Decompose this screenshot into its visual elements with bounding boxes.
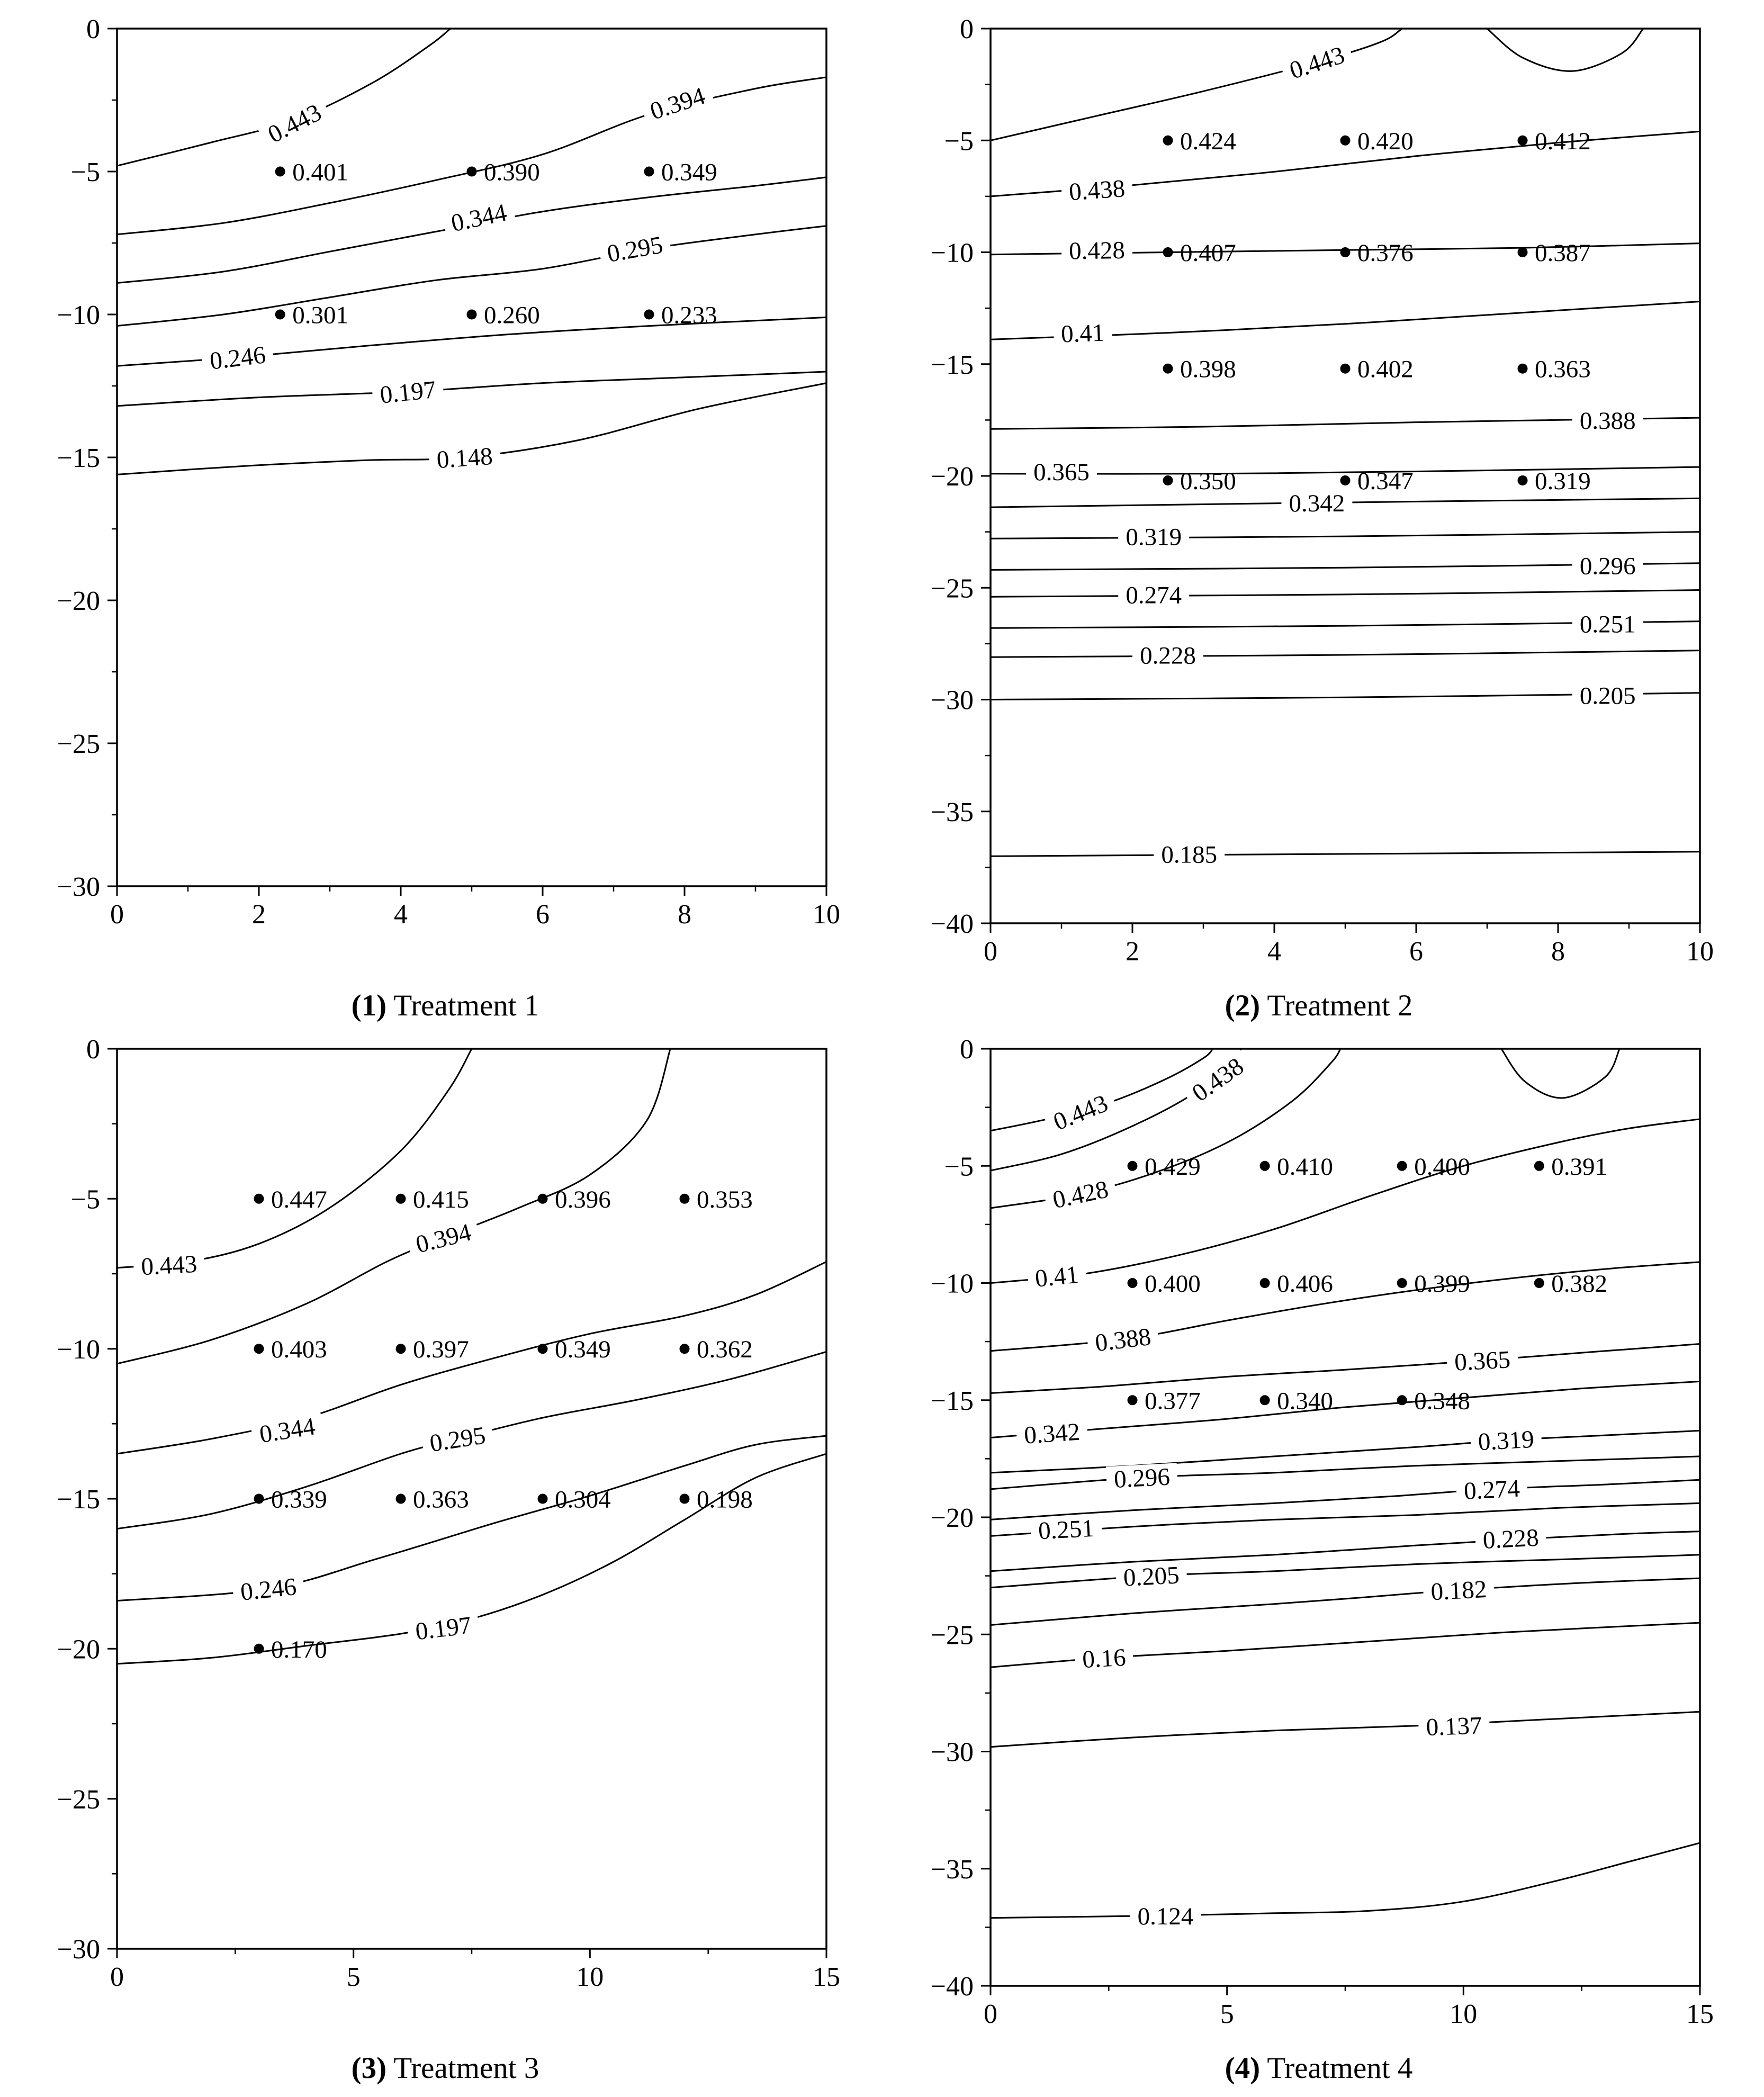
contour-label: [1181, 1048, 1255, 1111]
data-point-label: 0.377: [1145, 1387, 1201, 1415]
data-point-label: 0.429: [1145, 1153, 1201, 1181]
data-point: [1518, 475, 1528, 485]
contour-label: [407, 1610, 480, 1646]
data-point-label: 0.363: [1535, 355, 1591, 383]
y-tick-label: −25: [57, 729, 100, 760]
data-point: [680, 1493, 690, 1504]
y-tick-label: −25: [57, 1784, 100, 1815]
caption-text: Treatment 2: [1267, 989, 1413, 1023]
data-point-label: 0.301: [292, 301, 348, 329]
svg-text:0.394: 0.394: [413, 1218, 474, 1258]
y-tick-label: −20: [930, 1502, 974, 1533]
data-point-label: 0.339: [271, 1485, 327, 1513]
data-point-label: 0.170: [271, 1635, 327, 1663]
y-tick-label: −30: [57, 1934, 100, 1965]
svg-text:0.428: 0.428: [1068, 236, 1126, 265]
contour-label: [1281, 490, 1352, 517]
svg-text:0.124: 0.124: [1137, 1902, 1194, 1930]
contour-label: [1061, 237, 1133, 265]
data-point-label: 0.362: [697, 1335, 753, 1363]
contour-label: [1132, 642, 1203, 669]
y-tick-label: −15: [57, 1484, 100, 1515]
data-point: [275, 310, 285, 320]
contour-label: [428, 442, 501, 474]
data-point: [680, 1193, 690, 1203]
data-point-label: 0.260: [484, 301, 540, 329]
data-point-label: 0.415: [413, 1185, 469, 1213]
caption-number: (3): [351, 2051, 387, 2085]
data-point: [1340, 475, 1351, 485]
contour-label: [250, 1411, 325, 1449]
data-point: [1163, 475, 1173, 485]
svg-text:0.394: 0.394: [646, 82, 709, 125]
x-tick-label: 5: [346, 1961, 361, 1992]
contour-label: [1279, 39, 1355, 87]
x-tick-label: 10: [1450, 1999, 1478, 2029]
contour-label: [1118, 581, 1189, 609]
y-tick-label: −15: [57, 443, 100, 474]
svg-text:0.197: 0.197: [413, 1611, 473, 1645]
contour-label: [1074, 1643, 1134, 1674]
data-point: [1163, 247, 1173, 257]
svg-text:0.438: 0.438: [1068, 175, 1126, 206]
svg-text:0.228: 0.228: [1482, 1524, 1540, 1554]
contour-label: [1446, 1345, 1519, 1376]
data-point-label: 0.353: [697, 1185, 753, 1213]
contour-line-0.274: [991, 590, 1700, 597]
contour-label: [1456, 1474, 1528, 1505]
data-point-label: 0.363: [413, 1485, 469, 1513]
x-tick-label: 8: [678, 899, 691, 930]
contour-line-0.319: [991, 532, 1700, 539]
contour-line-0.197: [117, 372, 826, 406]
svg-text:0.342: 0.342: [1289, 490, 1345, 518]
data-point-label: 0.340: [1277, 1387, 1333, 1415]
y-tick-label: 0: [960, 1034, 974, 1065]
data-point: [396, 1193, 406, 1203]
y-tick-label: −15: [930, 350, 974, 380]
panel-treatment-4: [882, 1035, 1756, 2087]
data-point: [644, 167, 654, 177]
contour-line-0.443: [1487, 29, 1643, 71]
contour-label: [1130, 1902, 1201, 1930]
data-point: [1518, 364, 1528, 374]
y-tick-label: −20: [57, 1634, 100, 1664]
data-point: [1534, 1278, 1544, 1288]
data-point-label: 0.233: [661, 301, 717, 329]
svg-text:0.296: 0.296: [1579, 552, 1636, 580]
contour-label: [1118, 524, 1189, 551]
contour-line-0.438: [1501, 1049, 1619, 1098]
y-tick-label: −30: [930, 1737, 974, 1768]
y-tick-label: 0: [960, 15, 974, 45]
svg-text:0.295: 0.295: [605, 231, 665, 268]
svg-text:0.251: 0.251: [1037, 1514, 1095, 1545]
contour-label: [232, 1572, 305, 1607]
panel-treatment-3: [8, 1035, 882, 2087]
data-point-label: 0.406: [1277, 1270, 1333, 1298]
x-tick-label: 0: [110, 899, 124, 930]
contour-plot-treatment-2: [901, 15, 1737, 983]
data-point: [1260, 1395, 1270, 1405]
x-tick-label: 15: [813, 1961, 840, 1992]
contour-label: [201, 340, 274, 376]
contour-label: [133, 1249, 205, 1281]
data-point: [538, 1344, 548, 1354]
svg-text:0.274: 0.274: [1126, 581, 1182, 609]
svg-text:0.443: 0.443: [1286, 41, 1348, 85]
data-point-label: 0.407: [1180, 239, 1236, 267]
data-point: [1163, 364, 1173, 374]
y-tick-label: −5: [944, 126, 974, 157]
contour-line-0.185: [991, 852, 1700, 857]
y-tick-label: −10: [930, 1268, 974, 1299]
data-point-label: 0.348: [1414, 1387, 1470, 1415]
svg-text:0.388: 0.388: [1579, 407, 1636, 435]
contour-label: [1030, 1514, 1103, 1545]
svg-text:0.344: 0.344: [257, 1412, 318, 1448]
svg-text:0.197: 0.197: [379, 375, 437, 409]
data-point: [396, 1344, 406, 1354]
data-point-label: 0.400: [1414, 1153, 1470, 1181]
y-tick-label: −5: [70, 1184, 100, 1214]
svg-text:0.365: 0.365: [1454, 1345, 1511, 1376]
y-tick-label: −30: [930, 685, 974, 716]
svg-text:0.443: 0.443: [140, 1250, 198, 1281]
y-tick-label: −35: [930, 797, 974, 827]
svg-text:0.388: 0.388: [1093, 1322, 1153, 1357]
y-tick-label: −30: [57, 872, 100, 903]
contour-plot-treatment-4: [901, 1035, 1737, 2045]
data-point: [1518, 247, 1528, 257]
x-tick-label: 5: [1220, 1999, 1234, 2029]
x-tick-label: 2: [1126, 937, 1139, 967]
svg-text:0.296: 0.296: [1113, 1463, 1171, 1493]
contour-label: [442, 197, 517, 239]
data-point: [1128, 1395, 1138, 1405]
y-tick-label: −35: [930, 1854, 974, 1885]
data-point: [1128, 1278, 1138, 1288]
x-tick-label: 4: [1267, 937, 1281, 967]
y-tick-label: −10: [930, 238, 974, 268]
data-point: [1397, 1160, 1407, 1171]
data-point: [275, 167, 285, 177]
contour-label: [1572, 682, 1643, 709]
contour-line-0.319: [991, 1430, 1700, 1473]
contour-label: [1106, 1462, 1178, 1493]
contour-label: [420, 1420, 494, 1458]
contour-label: [1053, 319, 1112, 348]
panel-treatment-1: [8, 15, 882, 1024]
data-point-label: 0.347: [1357, 467, 1414, 495]
contour-label: [1572, 610, 1643, 638]
data-point: [254, 1643, 264, 1653]
y-tick-label: −20: [930, 462, 974, 492]
contour-label: [1423, 1575, 1495, 1606]
data-point: [1340, 247, 1351, 257]
panel-caption: [1225, 2046, 1413, 2086]
contour-line-0.182: [991, 1578, 1700, 1625]
y-tick-label: −25: [930, 1620, 974, 1650]
caption-text: Treatment 1: [393, 989, 539, 1023]
contour-line-0.137: [991, 1712, 1700, 1747]
data-point: [1340, 136, 1351, 146]
svg-text:0.137: 0.137: [1425, 1711, 1483, 1741]
data-point-label: 0.350: [1180, 467, 1236, 495]
contour-label: [1475, 1523, 1547, 1554]
svg-text:0.319: 0.319: [1477, 1425, 1535, 1456]
y-tick-label: −15: [930, 1385, 974, 1416]
data-point-label: 0.420: [1357, 127, 1414, 155]
x-tick-label: 8: [1551, 937, 1565, 967]
svg-text:0.41: 0.41: [1033, 1260, 1080, 1293]
svg-text:0.251: 0.251: [1579, 610, 1636, 638]
data-point-label: 0.349: [661, 158, 717, 186]
data-point: [538, 1493, 548, 1504]
x-tick-label: 0: [110, 1961, 124, 1992]
contour-plot-treatment-1: [27, 15, 863, 946]
data-point: [467, 167, 477, 177]
y-tick-label: −5: [944, 1151, 974, 1182]
contour-label: [1086, 1322, 1160, 1358]
svg-text:0.274: 0.274: [1463, 1474, 1521, 1505]
data-point-label: 0.382: [1551, 1270, 1608, 1298]
data-point: [254, 1493, 264, 1504]
svg-text:0.443: 0.443: [263, 98, 326, 149]
data-point: [644, 310, 654, 320]
data-point: [254, 1193, 264, 1203]
data-point: [1260, 1160, 1270, 1171]
panel-treatment-2: [882, 15, 1756, 1024]
svg-text:0.16: 0.16: [1082, 1643, 1127, 1673]
data-point-label: 0.403: [271, 1335, 327, 1363]
caption-number: (1): [351, 989, 387, 1023]
svg-text:0.428: 0.428: [1050, 1175, 1111, 1214]
contour-label: [1115, 1561, 1188, 1592]
data-point-label: 0.401: [292, 158, 348, 186]
contour-label: [1154, 841, 1225, 868]
data-point: [1163, 136, 1173, 146]
x-tick-label: 6: [1409, 937, 1423, 967]
svg-text:0.246: 0.246: [208, 341, 267, 375]
contour-line-0.274: [991, 1480, 1700, 1519]
x-tick-label: 0: [984, 1999, 997, 2029]
svg-text:0.228: 0.228: [1140, 642, 1196, 670]
svg-text:0.205: 0.205: [1579, 682, 1636, 710]
x-tick-label: 10: [576, 1961, 604, 1992]
contour-line-0.342: [991, 1381, 1700, 1437]
contour-label: [1027, 1260, 1087, 1293]
data-point: [1260, 1278, 1270, 1288]
y-tick-label: −20: [57, 586, 100, 617]
data-point-label: 0.376: [1357, 239, 1414, 267]
svg-text:0.295: 0.295: [428, 1421, 488, 1457]
data-point: [1397, 1395, 1407, 1405]
data-point-label: 0.412: [1535, 127, 1591, 155]
y-tick-label: −25: [930, 573, 974, 604]
data-point-label: 0.198: [697, 1485, 753, 1513]
contour-line-0.443: [117, 29, 451, 166]
contour-label: [1016, 1417, 1088, 1450]
svg-text:0.344: 0.344: [448, 199, 509, 238]
data-point-label: 0.390: [484, 158, 540, 186]
x-tick-label: 4: [394, 899, 408, 930]
contour-label: [640, 79, 716, 128]
contour-label: [1060, 174, 1133, 206]
caption-number: (4): [1225, 2051, 1261, 2085]
data-point: [1397, 1278, 1407, 1288]
svg-text:0.319: 0.319: [1126, 523, 1182, 551]
data-point-label: 0.410: [1277, 1153, 1333, 1181]
panel-caption: [1225, 984, 1413, 1024]
y-tick-label: 0: [86, 15, 100, 45]
svg-text:0.148: 0.148: [436, 442, 494, 474]
contour-label: [371, 375, 445, 410]
data-point: [1340, 364, 1351, 374]
data-point-label: 0.424: [1180, 127, 1236, 155]
contour-label: [1572, 552, 1643, 580]
data-point-label: 0.391: [1551, 1153, 1608, 1181]
data-point-label: 0.387: [1535, 239, 1591, 267]
caption-text: Treatment 4: [1267, 2051, 1413, 2085]
x-tick-label: 10: [813, 899, 840, 930]
contour-label: [1418, 1711, 1490, 1741]
panel-caption: [352, 2046, 539, 2086]
y-tick-label: 0: [86, 1034, 100, 1065]
data-point-label: 0.398: [1180, 355, 1236, 383]
svg-text:0.182: 0.182: [1430, 1575, 1488, 1606]
caption-number: (2): [1225, 989, 1261, 1023]
contour-line-0.228: [991, 651, 1700, 658]
svg-text:0.185: 0.185: [1161, 841, 1218, 869]
data-point-label: 0.400: [1145, 1270, 1201, 1298]
data-point-label: 0.402: [1357, 355, 1414, 383]
data-point: [1534, 1160, 1544, 1171]
data-point-label: 0.349: [555, 1335, 611, 1363]
contour-line-0.246: [117, 1436, 826, 1601]
data-point-label: 0.399: [1414, 1270, 1470, 1298]
y-tick-label: −40: [930, 1971, 974, 2002]
svg-text:0.246: 0.246: [239, 1572, 298, 1606]
x-tick-label: 2: [252, 899, 266, 930]
data-point: [1128, 1160, 1138, 1171]
y-tick-label: −10: [57, 1334, 100, 1365]
contour-label: [406, 1216, 481, 1260]
contour-label: [1043, 1174, 1118, 1216]
svg-text:0.205: 0.205: [1122, 1561, 1180, 1592]
contour-label: [1026, 458, 1097, 486]
x-tick-label: 15: [1686, 1999, 1714, 2029]
svg-text:0.438: 0.438: [1187, 1052, 1249, 1107]
data-point-label: 0.397: [413, 1335, 469, 1363]
svg-text:0.443: 0.443: [1049, 1089, 1112, 1136]
data-point: [680, 1344, 690, 1354]
y-tick-label: −5: [70, 157, 100, 188]
svg-text:0.342: 0.342: [1023, 1418, 1081, 1450]
contour-label: [598, 230, 672, 269]
contour-line-0.124: [991, 1843, 1700, 1918]
caption-text: Treatment 3: [393, 2051, 539, 2085]
panel-caption: [352, 984, 539, 1024]
svg-text:0.41: 0.41: [1060, 319, 1105, 348]
data-point-label: 0.304: [555, 1485, 611, 1513]
data-point: [538, 1193, 548, 1203]
x-tick-label: 10: [1686, 937, 1714, 967]
contour-label: [1470, 1425, 1543, 1456]
contour-plot-treatment-3: [27, 1035, 863, 2008]
x-tick-label: 0: [984, 937, 997, 967]
contour-label: [1042, 1086, 1119, 1138]
data-point: [467, 310, 477, 320]
data-point: [254, 1344, 264, 1354]
y-tick-label: −40: [930, 909, 974, 940]
data-point: [1518, 136, 1528, 146]
data-point: [396, 1493, 406, 1504]
data-point-label: 0.447: [271, 1185, 327, 1213]
data-point-label: 0.396: [555, 1185, 611, 1213]
svg-text:0.365: 0.365: [1033, 458, 1090, 486]
y-tick-label: −10: [57, 300, 100, 331]
x-tick-label: 6: [536, 899, 550, 930]
data-point-label: 0.319: [1535, 467, 1591, 495]
contour-label: [257, 95, 332, 152]
contour-label: [1572, 407, 1643, 435]
contour-line-0.428: [991, 1049, 1340, 1208]
